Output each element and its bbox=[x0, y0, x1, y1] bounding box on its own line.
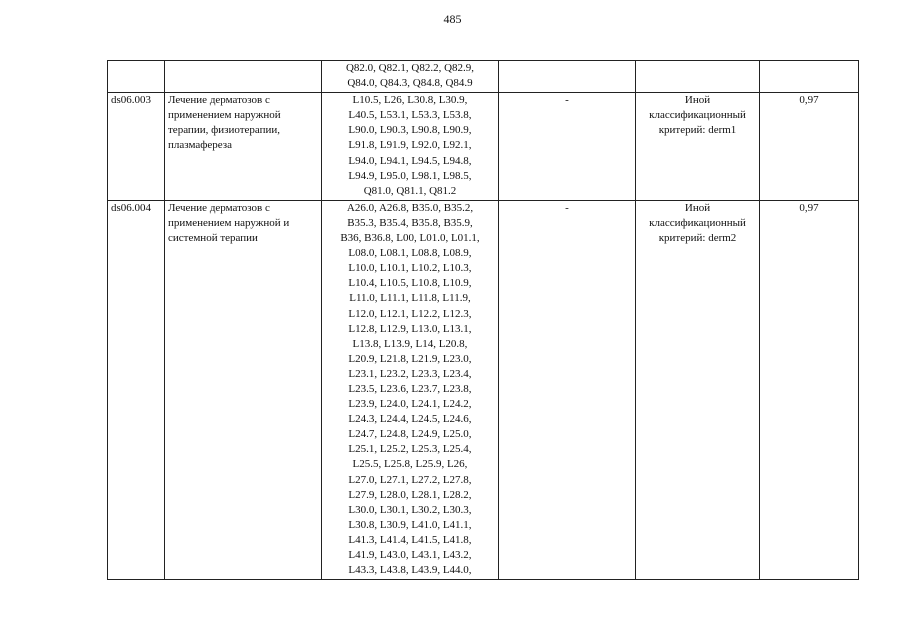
name-line: применением наружной bbox=[168, 109, 281, 122]
diagnosis-line: L25.5, L25.8, L25.9, L26, bbox=[352, 458, 468, 471]
table-row bbox=[108, 93, 859, 201]
diagnosis-cell bbox=[322, 93, 499, 201]
code-cell: ds06.003 bbox=[108, 93, 165, 201]
extra-cell: - bbox=[499, 93, 636, 201]
diagnosis-line: L20.9, L21.8, L21.9, L23.0, bbox=[348, 352, 472, 365]
diagnosis-line: B36, B36.8, L00, L01.0, L01.1, bbox=[340, 232, 480, 245]
criterion-line: классификационный bbox=[649, 216, 746, 229]
name-cell bbox=[165, 200, 322, 579]
diagnosis-line: L13.8, L13.9, L14, L20.8, bbox=[352, 337, 468, 350]
diagnosis-line: Q82.0, Q82.1, Q82.2, Q82.9, bbox=[345, 62, 475, 74]
diagnosis-line: L08.0, L08.1, L08.8, L08.9, bbox=[348, 247, 472, 260]
name-line: терапии, физиотерапии, bbox=[168, 124, 281, 137]
diagnosis-line: L24.3, L24.4, L24.5, L24.6, bbox=[348, 413, 472, 426]
diagnosis-line: L90.0, L90.3, L90.8, L90.9, bbox=[348, 124, 472, 137]
name-cell bbox=[165, 93, 322, 201]
diagnosis-line: L12.0, L12.1, L12.2, L12.3, bbox=[348, 307, 472, 320]
diagnosis-line: A26.0, A26.8, B35.0, B35.2, bbox=[346, 201, 474, 214]
criterion-line: критерий: derm2 bbox=[658, 232, 737, 245]
diagnosis-line: L23.9, L24.0, L24.1, L24.2, bbox=[348, 398, 472, 411]
diagnosis-line: Q81.0, Q81.1, Q81.2 bbox=[363, 184, 457, 197]
criterion-cell bbox=[636, 93, 760, 201]
code-cell: ds06.004 bbox=[108, 200, 165, 579]
name-cell bbox=[165, 61, 322, 93]
code-cell bbox=[108, 61, 165, 93]
coefficient-cell bbox=[760, 61, 859, 93]
diagnosis-cell bbox=[322, 200, 499, 579]
diagnosis-line: L12.8, L12.9, L13.0, L13.1, bbox=[348, 322, 472, 335]
tariff-table bbox=[107, 60, 859, 580]
coefficient-cell: 0,97 bbox=[760, 200, 859, 579]
diagnosis-line: L27.0, L27.1, L27.2, L27.8, bbox=[348, 473, 472, 486]
criterion-line: классификационный bbox=[649, 109, 746, 122]
diagnosis-line: L23.5, L23.6, L23.7, L23.8, bbox=[348, 382, 472, 395]
diagnosis-line: L30.0, L30.1, L30.2, L30.3, bbox=[348, 503, 472, 516]
diagnosis-line: L40.5, L53.1, L53.3, L53.8, bbox=[348, 109, 472, 122]
diagnosis-line: L41.3, L41.4, L41.5, L41.8, bbox=[348, 533, 472, 546]
diagnosis-line: L24.7, L24.8, L24.9, L25.0, bbox=[348, 428, 472, 441]
criterion-cell bbox=[636, 61, 760, 93]
table-row bbox=[108, 61, 859, 93]
diagnosis-line: Q84.0, Q84.3, Q84.8, Q84.9 bbox=[347, 77, 473, 90]
diagnosis-cell bbox=[322, 61, 499, 93]
diagnosis-line: L94.9, L95.0, L98.1, L98.5, bbox=[348, 169, 472, 182]
name-line: плазмафереза bbox=[168, 139, 232, 152]
diagnosis-line: L10.5, L26, L30.8, L30.9, bbox=[352, 94, 468, 107]
diagnosis-line: L10.0, L10.1, L10.2, L10.3, bbox=[348, 262, 472, 275]
diagnosis-line: B35.3, B35.4, B35.8, B35.9, bbox=[347, 216, 473, 229]
extra-cell bbox=[499, 61, 636, 93]
table-row bbox=[108, 200, 859, 579]
diagnosis-line: L23.1, L23.2, L23.3, L23.4, bbox=[348, 367, 472, 380]
page-number: 485 bbox=[443, 12, 462, 26]
diagnosis-line: L10.4, L10.5, L10.8, L10.9, bbox=[348, 277, 472, 290]
diagnosis-line: L91.8, L91.9, L92.0, L92.1, bbox=[348, 139, 472, 152]
criterion-line: Иной bbox=[684, 201, 711, 214]
diagnosis-line: L25.1, L25.2, L25.3, L25.4, bbox=[348, 443, 472, 456]
diagnosis-line: L11.0, L11.1, L11.8, L11.9, bbox=[349, 292, 471, 305]
diagnosis-line: L43.3, L43.8, L43.9, L44.0, bbox=[348, 564, 472, 577]
criterion-line: критерий: derm1 bbox=[658, 124, 737, 137]
coefficient-cell: 0,97 bbox=[760, 93, 859, 201]
criterion-cell bbox=[636, 200, 760, 579]
diagnosis-line: L30.8, L30.9, L41.0, L41.1, bbox=[348, 518, 472, 531]
diagnosis-line: L94.0, L94.1, L94.5, L94.8, bbox=[348, 154, 472, 167]
extra-cell: - bbox=[499, 200, 636, 579]
criterion-line: Иной bbox=[684, 94, 711, 107]
diagnosis-line: L41.9, L43.0, L43.1, L43.2, bbox=[348, 549, 472, 561]
name-line: Лечение дерматозов с bbox=[168, 94, 270, 107]
name-line: системной терапии bbox=[168, 232, 258, 245]
name-line: Лечение дерматозов с bbox=[168, 201, 270, 214]
diagnosis-line: L27.9, L28.0, L28.1, L28.2, bbox=[348, 488, 472, 501]
name-line: применением наружной и bbox=[168, 216, 290, 229]
